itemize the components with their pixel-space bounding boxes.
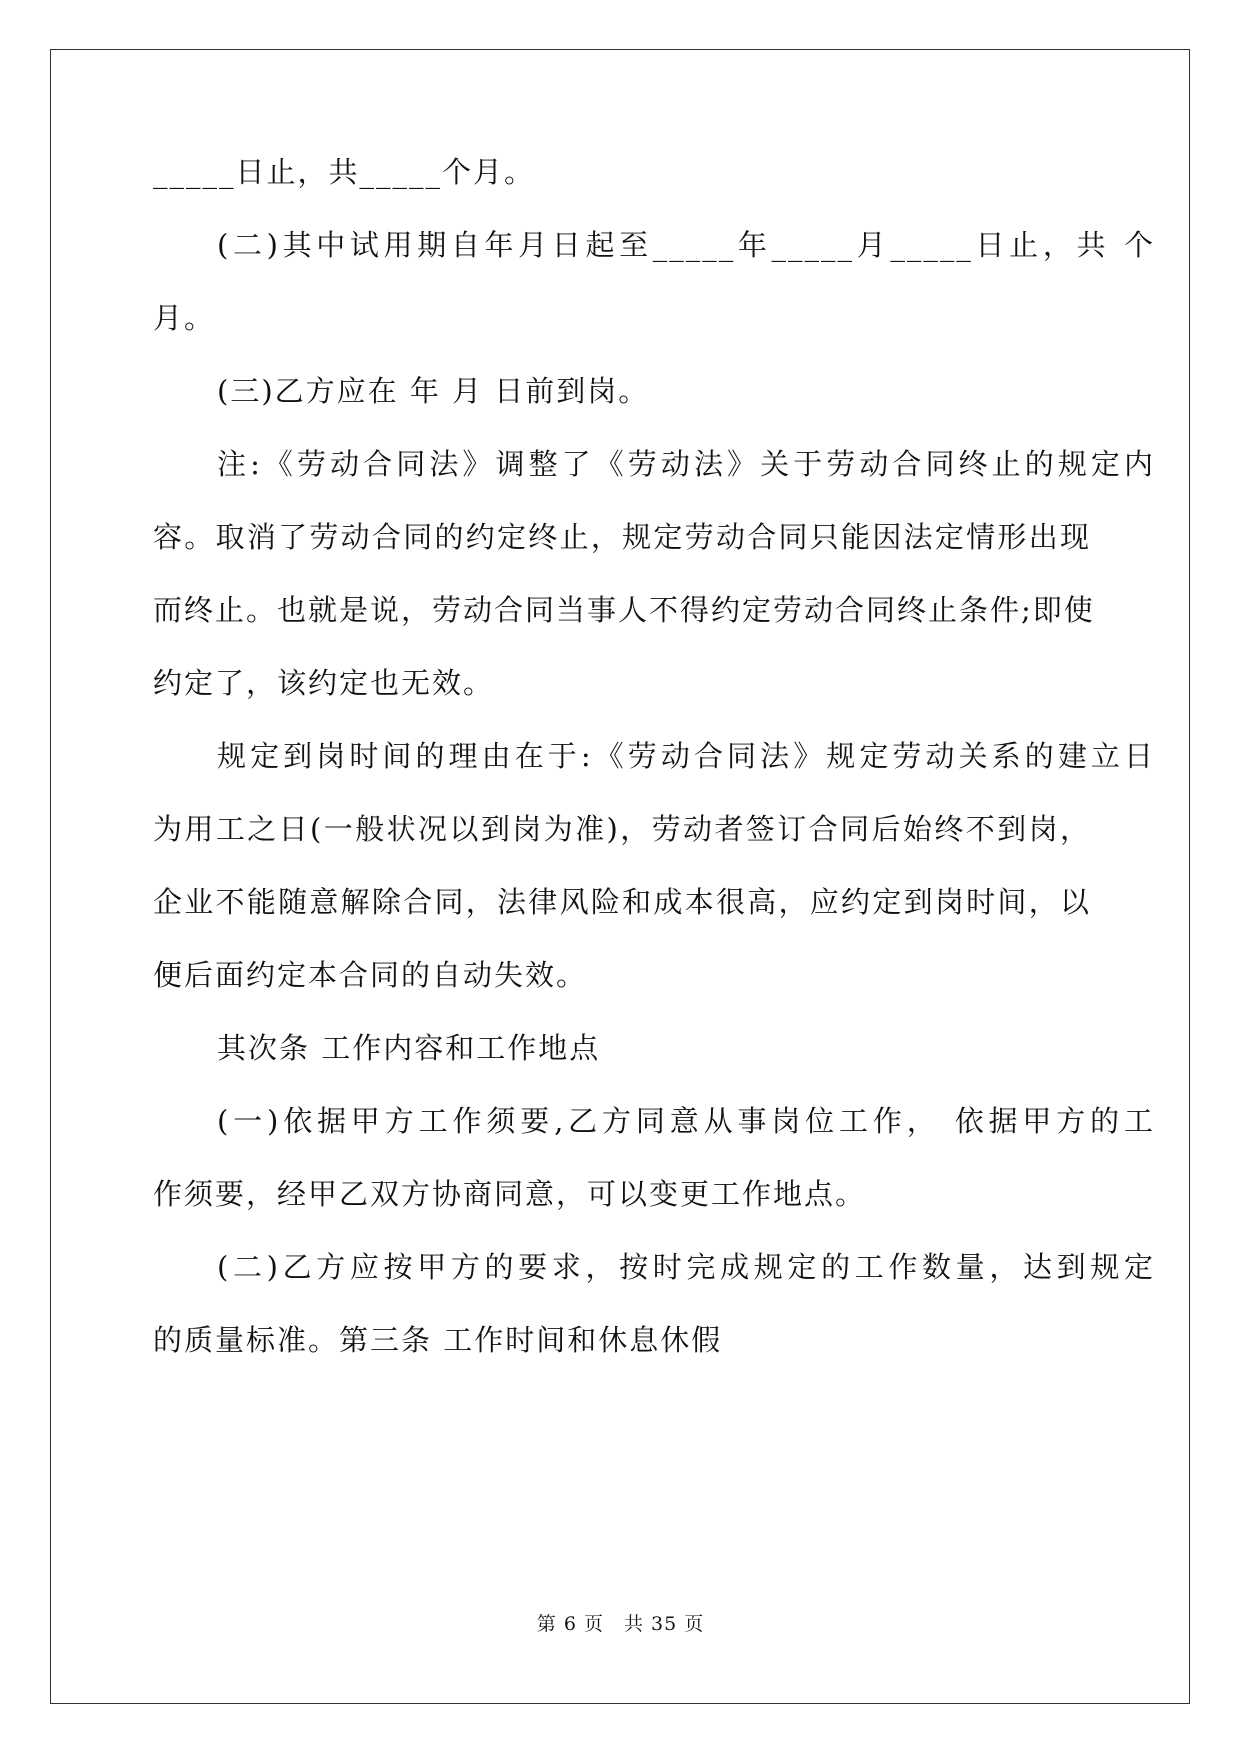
text-line: 注:《劳动合同法》调整了《劳动法》关于劳动合同终止的规定内: [217, 447, 1155, 481]
text-line: (一)依据甲方工作须要,乙方同意从事岗位工作， 依据甲方的工: [217, 1104, 1155, 1138]
text-line: (三)乙方应在 年 月 日前到岗。: [217, 374, 650, 408]
text-line: 约定了，该约定也无效。: [153, 666, 495, 700]
text-line: 便后面约定本合同的自动失效。: [153, 958, 588, 992]
text-line: 月。: [153, 301, 216, 335]
text-line: 为用工之日(一般状况以到岗为准)，劳动者签订合同后始终不到岗，: [153, 812, 1091, 846]
text-line: (二)其中试用期自年月日起至_____年_____月_____日止，共 个: [217, 228, 1155, 262]
text-line: _____日止，共_____个月。: [153, 155, 536, 189]
text-line: 而终止。也就是说，劳动合同当事人不得约定劳动合同终止条件;即使: [153, 593, 1095, 627]
text-line: 企业不能随意解除合同，法律风险和成本很高，应约定到岗时间，以: [153, 885, 1091, 919]
text-line: 容。取消了劳动合同的约定终止，规定劳动合同只能因法定情形出现: [153, 520, 1091, 554]
text-line: 规定到岗时间的理由在于:《劳动合同法》规定劳动关系的建立日: [217, 739, 1155, 773]
page-number: 第 6 页 共 35 页: [536, 1613, 705, 1635]
section-heading: 其次条 工作内容和工作地点: [217, 1031, 601, 1065]
text-line: 的质量标准。第三条 工作时间和休息休假: [153, 1323, 723, 1357]
text-line: 作须要，经甲乙双方协商同意，可以变更工作地点。: [153, 1177, 867, 1211]
text-line: (二)乙方应按甲方的要求，按时完成规定的工作数量，达到规定: [217, 1250, 1155, 1284]
